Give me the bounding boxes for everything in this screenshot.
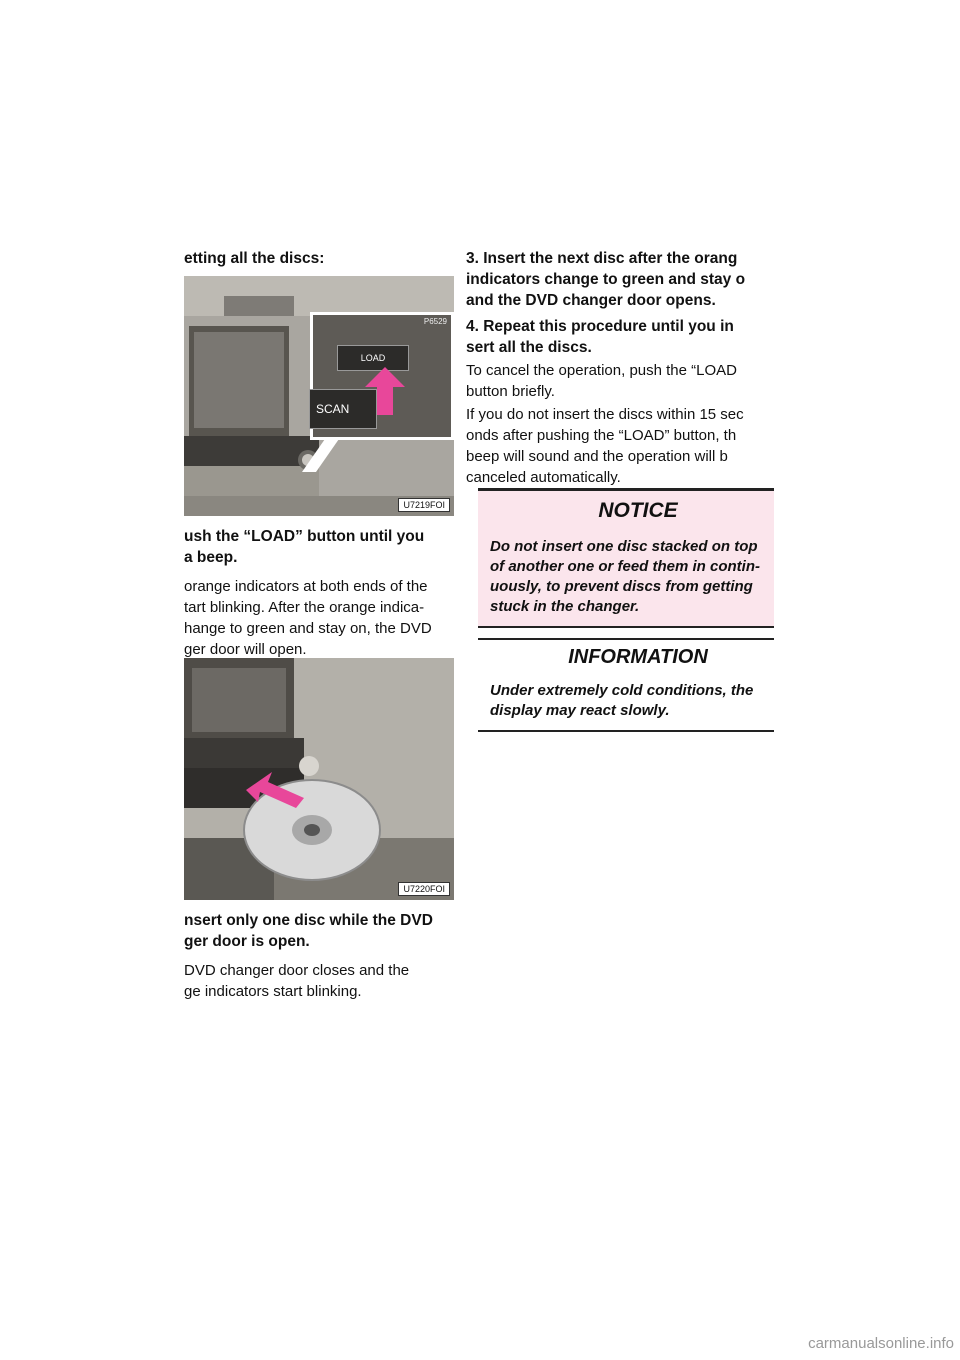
inset-label: P6529: [423, 317, 447, 326]
step-2-body-line-2: ge indicators start blinking.: [184, 983, 362, 1000]
information-line-1: Under extremely cold conditions, the: [490, 682, 754, 699]
timeout-line-3: beep will sound and the operation will b: [466, 448, 728, 465]
step-4-line-2: sert all the discs.: [466, 339, 592, 356]
step-2-line-2: ger door is open.: [184, 933, 310, 950]
step-3-line-2: indicators change to green and stay o: [466, 271, 746, 288]
step-1-body-line-4: ger door will open.: [184, 641, 307, 658]
step-2: [184, 910, 456, 1002]
timeout-line-2: onds after pushing the “LOAD” button, th: [466, 427, 737, 444]
notice-line-2: of another one or feed them in contin-: [490, 558, 760, 575]
load-button-label: LOAD: [360, 353, 386, 363]
information-box: [478, 638, 774, 730]
scan-button-label: SCAN: [316, 402, 350, 416]
figure-load-button: [184, 276, 454, 516]
step-4-line-1: 4. Repeat this procedure until you in: [466, 318, 734, 335]
step-2-body-line-1: DVD changer door closes and the: [184, 962, 410, 979]
inset-zoom: [310, 312, 454, 440]
arrow-up-icon: [365, 367, 405, 415]
figure-label: U7220FOI: [398, 882, 450, 896]
notice-line-3: uously, to prevent discs from getting: [490, 578, 753, 595]
step-1-line-1: ush the “LOAD” button until you: [184, 528, 425, 545]
notice-line-4: stuck in the changer.: [490, 598, 640, 615]
notice-line-1: Do not insert one disc stacked on top: [490, 538, 758, 555]
figure-insert-disc: [184, 658, 454, 900]
cancel-line-1: To cancel the operation, push the “LOAD: [466, 362, 737, 379]
timeout-note: [466, 404, 744, 488]
timeout-line-4: canceled automatically.: [466, 469, 621, 486]
information-title: INFORMATION: [568, 646, 708, 668]
timeout-line-1: If you do not insert the discs within 15 sec: [466, 406, 744, 423]
step-3-line-1: 3. Insert the next disc after the orang: [466, 250, 738, 267]
notice-title: NOTICE: [598, 499, 678, 522]
step-4: [466, 316, 734, 358]
figure-label: U7219FOI: [398, 498, 450, 512]
step-3-line-3: and the DVD changer door opens.: [466, 292, 716, 309]
notice-box-bottom-rule: [478, 626, 774, 628]
notice-box: [478, 488, 774, 627]
step-1-body-line-2: tart blinking. After the orange indica-: [184, 599, 425, 616]
disc-illustration: [184, 658, 454, 900]
cancel-line-2: button briefly.: [466, 383, 555, 400]
cancel-note: [466, 360, 737, 402]
step-1-body-line-1: orange indicators at both ends of the: [184, 578, 428, 595]
information-box-bottom-rule: [478, 730, 774, 732]
information-line-2: display may react slowly.: [490, 702, 670, 719]
step-1: [184, 526, 456, 660]
step-2-line-1: nsert only one disc while the DVD: [184, 912, 433, 929]
step-1-line-2: a beep.: [184, 549, 238, 566]
section-heading: etting all the discs:: [184, 250, 325, 267]
step-1-body-line-3: hange to green and stay on, the DVD: [184, 620, 432, 637]
right-column: [466, 236, 774, 736]
left-column: [184, 236, 456, 1006]
step-3: [466, 248, 745, 311]
watermark: carmanualsonline.info: [808, 1335, 954, 1352]
